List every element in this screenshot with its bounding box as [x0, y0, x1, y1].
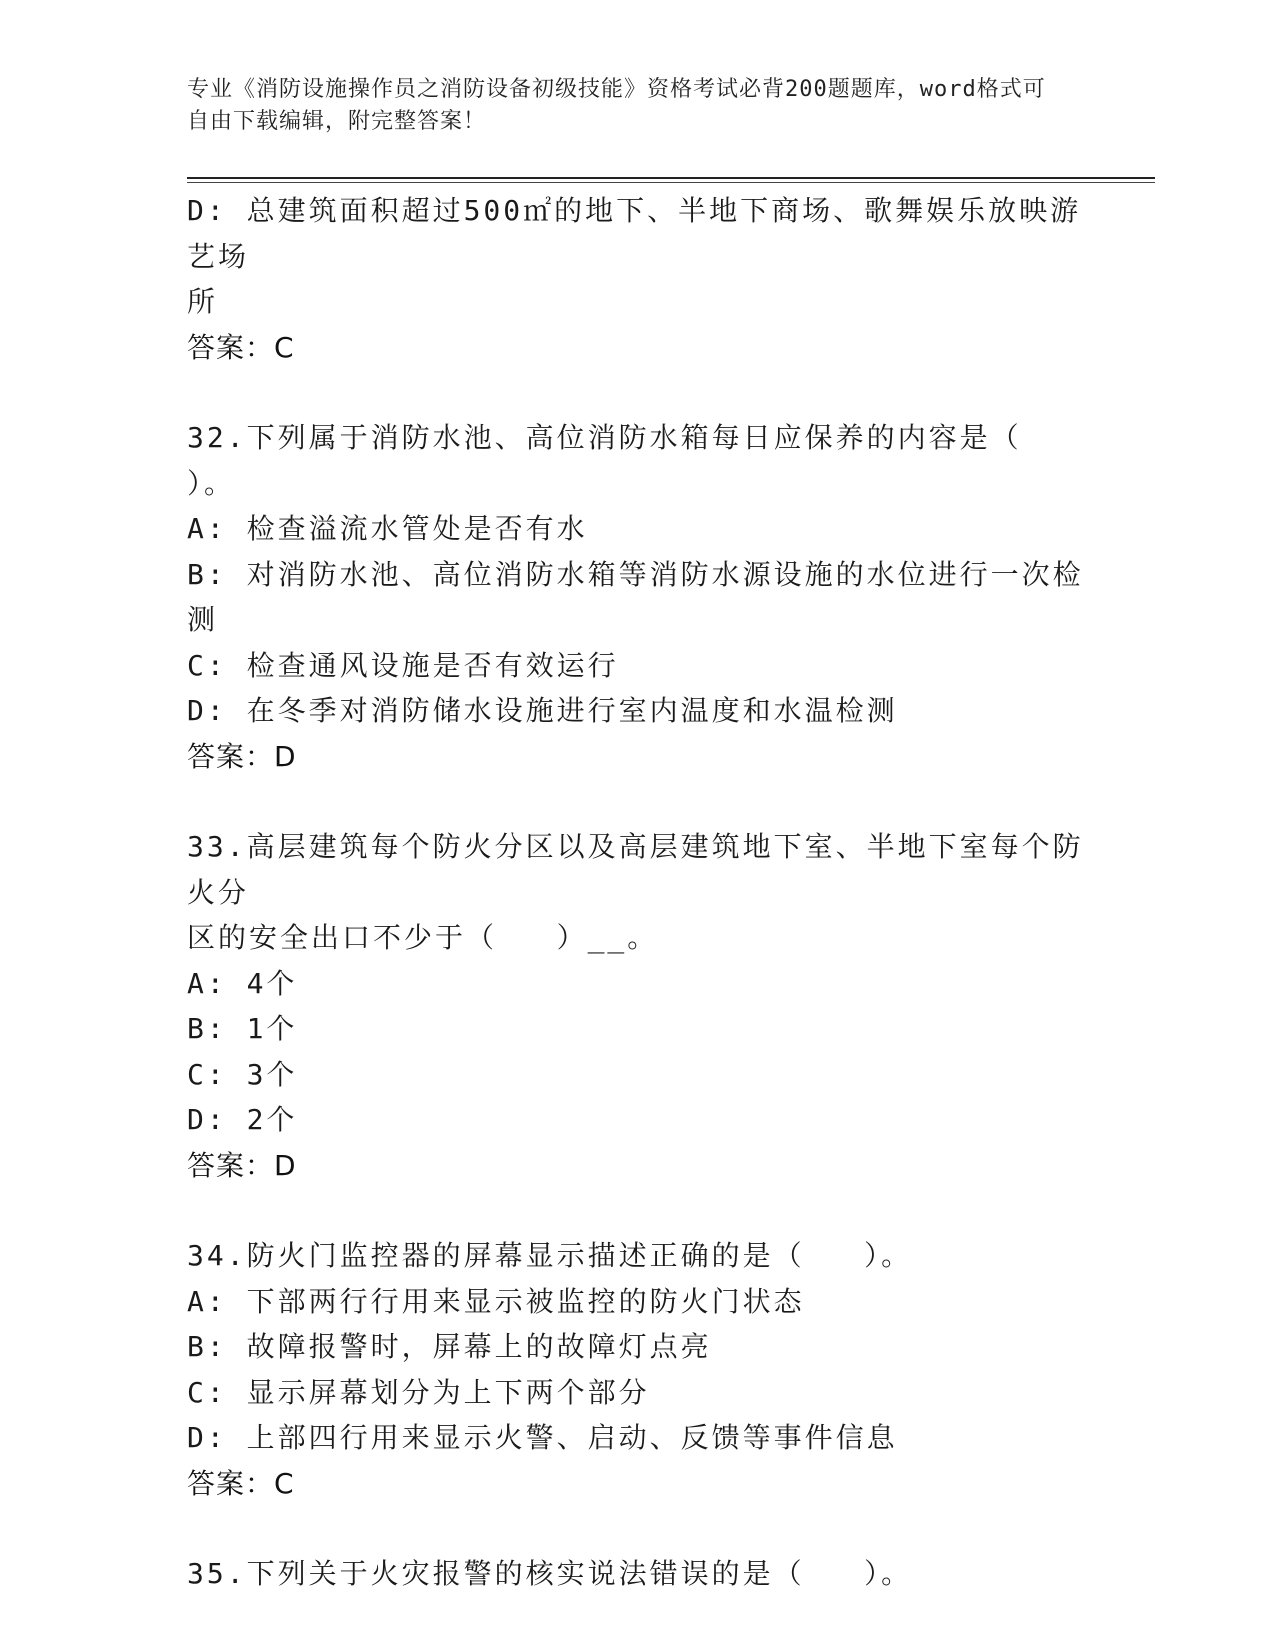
option-c: C: 检查通风设施是否有效运行 [187, 648, 619, 682]
answer-line: 答案：D [187, 1148, 297, 1182]
document-header: 专业《消防设施操作员之消防设备初级技能》资格考试必背200题题库，word格式可自由下载编辑，附完整答案！ [187, 77, 1046, 134]
question-content [187, 188, 1087, 1597]
option-b: B: 对消防水池、高位消防水箱等消防水源设施的水位进行一次检测 [187, 557, 1084, 636]
question-34 [187, 1233, 1087, 1506]
header-divider-thin [187, 182, 1155, 183]
option-b: B: 1个 [187, 1012, 298, 1045]
previous-question-tail [187, 188, 1087, 370]
question-stem: 32.下列属于消防水池、高位消防水箱每日应保养的内容是（ ）。 [187, 421, 1082, 500]
question-35 [187, 1551, 1087, 1597]
question-32 [187, 415, 1087, 779]
option-c: C: 显示屏幕划分为上下两个部分 [187, 1375, 650, 1409]
option-d-continued: 所 [187, 285, 219, 318]
option-a: A: 4个 [187, 966, 298, 1000]
option-d: D: 总建筑面积超过500㎡的地下、半地下商场、歌舞娱乐放映游艺场 [187, 194, 1082, 273]
question-stem: 35.下列关于火灾报警的核实说法错误的是（ ）。 [187, 1557, 913, 1590]
option-a: A: 检查溢流水管处是否有水 [187, 512, 588, 545]
option-d: D: 上部四行用来显示火警、启动、反馈等事件信息 [187, 1421, 898, 1454]
option-a: A: 下部两行行用来显示被监控的防火门状态 [187, 1284, 805, 1318]
question-stem: 33.高层建筑每个防火分区以及高层建筑地下室、半地下室每个防火分 [187, 830, 1084, 909]
question-33 [187, 824, 1087, 1188]
option-c: C: 3个 [187, 1057, 298, 1091]
option-d: D: 在冬季对消防储水设施进行室内温度和水温检测 [187, 694, 898, 727]
header-divider-thick [187, 177, 1155, 179]
option-d: D: 2个 [187, 1103, 298, 1136]
question-stem-continued: 区的安全出口不少于（ ）__。 [187, 921, 659, 954]
question-stem: 34.防火门监控器的屏幕显示描述正确的是（ ）。 [187, 1239, 913, 1272]
option-b: B: 故障报警时，屏幕上的故障灯点亮 [187, 1330, 712, 1363]
answer-line: 答案：C [187, 1466, 295, 1500]
answer-line: 答案：C [187, 330, 295, 364]
answer-line: 答案：D [187, 739, 297, 773]
